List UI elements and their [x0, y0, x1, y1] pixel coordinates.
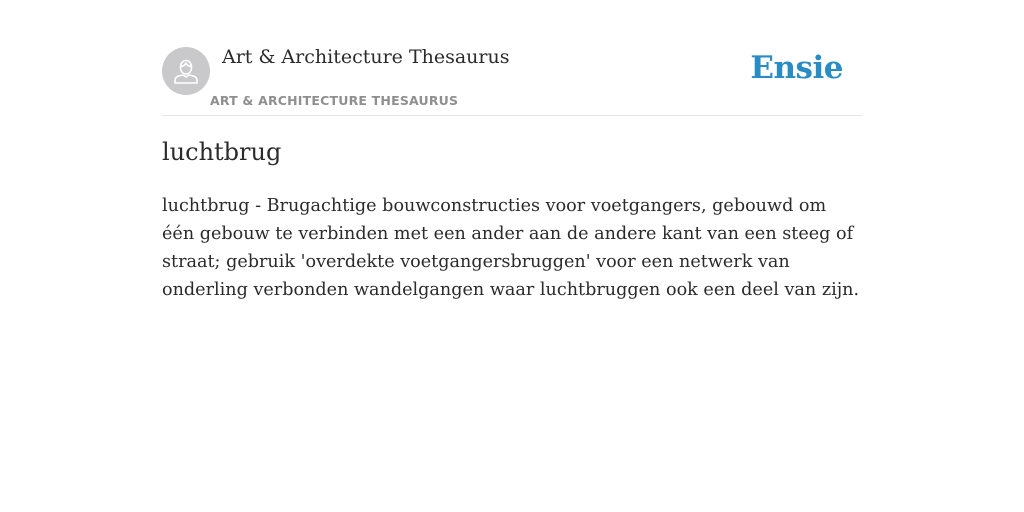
content-container	[162, 0, 862, 300]
entry-title: luchtbrug	[162, 138, 282, 166]
ensie-logo[interactable]: Ensie	[750, 50, 843, 86]
avatar[interactable]	[162, 47, 210, 95]
header	[162, 0, 862, 116]
user-avatar-icon	[171, 56, 201, 86]
entry-definition: luchtbrug - Brugachtige bouwconstructies voor voetgangers, gebouwd om één gebouw te verbinden met een ander aan de andere kant van een steeg of straat; gebruik 'overdekte voetgangersbruggen' voor een netwerk van onderling verbonden wandelgangen waar luchtbruggen ook een deel van zijn.	[162, 196, 860, 300]
author-name[interactable]: Art & Architecture Thesaurus	[222, 46, 510, 68]
author-subtitle: ART & ARCHITECTURE THESAURUS	[210, 93, 459, 108]
